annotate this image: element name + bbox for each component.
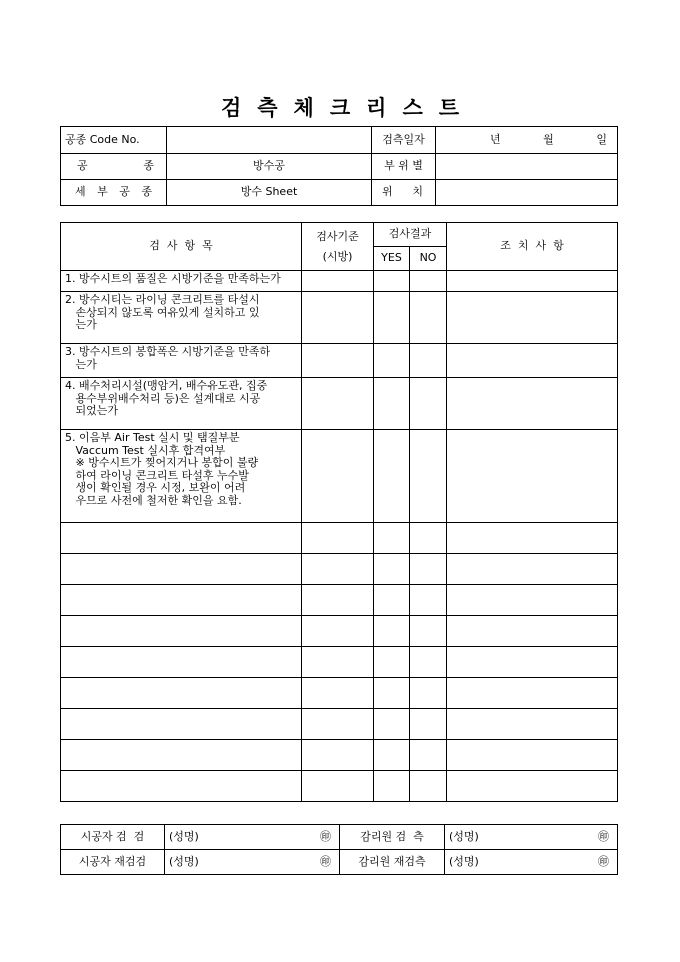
position-value[interactable] xyxy=(436,180,618,206)
check-action-cell[interactable] xyxy=(447,378,618,430)
location-part-value[interactable] xyxy=(436,154,618,180)
check-standard-cell[interactable] xyxy=(302,271,374,292)
check-standard-cell[interactable] xyxy=(302,616,374,647)
supervisor-check-sign[interactable] xyxy=(445,825,618,850)
empty-item-cell[interactable] xyxy=(61,740,302,771)
name-label: (성명) xyxy=(449,829,479,843)
check-yes-cell[interactable] xyxy=(374,771,410,802)
col-result-header: 검사결과 xyxy=(374,223,447,247)
col-standard-header: 검사기준 (시방) xyxy=(302,223,374,271)
signature-table xyxy=(60,824,618,875)
col-no-header: NO xyxy=(410,247,447,271)
check-action-cell[interactable] xyxy=(447,585,618,616)
check-no-cell[interactable] xyxy=(410,430,447,523)
check-standard-cell[interactable] xyxy=(302,378,374,430)
check-item-text: 1. 방수시트의 품질은 시방기준을 만족하는가 xyxy=(61,271,302,292)
check-item-text: 3. 방수시트의 봉합폭은 시방기준을 만족하 는가 xyxy=(61,344,302,378)
inspect-date-value[interactable] xyxy=(436,127,618,154)
col-item-header: 검 사 항 목 xyxy=(61,223,302,271)
check-standard-cell[interactable] xyxy=(302,554,374,585)
check-no-cell[interactable] xyxy=(410,678,447,709)
check-yes-cell[interactable] xyxy=(374,616,410,647)
title-char: 측 xyxy=(257,95,278,120)
code-label: 공종 Code No. xyxy=(61,127,167,154)
check-standard-cell[interactable] xyxy=(302,647,374,678)
code-value[interactable] xyxy=(167,127,372,154)
check-action-cell[interactable] xyxy=(447,523,618,554)
check-action-cell[interactable] xyxy=(447,678,618,709)
contractor-recheck-label: 시공자 재검검 xyxy=(61,850,165,875)
position-label: 위 치 xyxy=(372,180,436,206)
check-yes-cell[interactable] xyxy=(374,740,410,771)
check-yes-cell[interactable] xyxy=(374,430,410,523)
check-no-cell[interactable] xyxy=(410,292,447,344)
title-char: 트 xyxy=(438,95,460,120)
check-no-cell[interactable] xyxy=(410,709,447,740)
empty-item-cell[interactable] xyxy=(61,709,302,740)
check-no-cell[interactable] xyxy=(410,647,447,678)
location-part-label: 부 위 별 xyxy=(372,154,436,180)
seal-mark: ㊞ xyxy=(598,854,609,868)
check-yes-cell[interactable] xyxy=(374,709,410,740)
check-yes-cell[interactable] xyxy=(374,554,410,585)
title-char: 체 xyxy=(293,95,314,120)
check-no-cell[interactable] xyxy=(410,344,447,378)
empty-item-cell[interactable] xyxy=(61,771,302,802)
inspect-date-label: 검측일자 xyxy=(372,127,436,154)
check-no-cell[interactable] xyxy=(410,523,447,554)
date-year: 년 xyxy=(490,132,501,146)
check-no-cell[interactable] xyxy=(410,585,447,616)
check-standard-cell[interactable] xyxy=(302,585,374,616)
check-action-cell[interactable] xyxy=(447,647,618,678)
work-type-label: 공 종 xyxy=(61,154,167,180)
check-action-cell[interactable] xyxy=(447,292,618,344)
check-action-cell[interactable] xyxy=(447,771,618,802)
empty-item-cell[interactable] xyxy=(61,678,302,709)
contractor-check-sign[interactable] xyxy=(165,825,340,850)
checklist-table xyxy=(60,222,618,802)
date-month: 월 xyxy=(543,132,554,146)
seal-mark: ㊞ xyxy=(320,829,331,843)
empty-item-cell[interactable] xyxy=(61,554,302,585)
check-yes-cell[interactable] xyxy=(374,647,410,678)
check-no-cell[interactable] xyxy=(410,740,447,771)
header-table xyxy=(60,126,618,206)
check-no-cell[interactable] xyxy=(410,271,447,292)
check-yes-cell[interactable] xyxy=(374,378,410,430)
check-standard-cell[interactable] xyxy=(302,430,374,523)
page-title xyxy=(0,92,680,122)
empty-item-cell[interactable] xyxy=(61,647,302,678)
check-standard-cell[interactable] xyxy=(302,344,374,378)
check-no-cell[interactable] xyxy=(410,378,447,430)
name-label: (성명) xyxy=(449,854,479,868)
work-type-value[interactable]: 방수공 xyxy=(167,154,372,180)
check-action-cell[interactable] xyxy=(447,554,618,585)
seal-mark: ㊞ xyxy=(598,829,609,843)
seal-mark: ㊞ xyxy=(320,854,331,868)
check-standard-cell[interactable] xyxy=(302,292,374,344)
check-action-cell[interactable] xyxy=(447,616,618,647)
check-item-text: 4. 배수처리시설(맹암거, 배수유도관, 집중 용수부위배수처리 등)은 설계대로 시공 되었는가 xyxy=(61,378,302,430)
title-char: 스 xyxy=(402,95,423,120)
empty-item-cell[interactable] xyxy=(61,616,302,647)
check-yes-cell[interactable] xyxy=(374,585,410,616)
check-yes-cell[interactable] xyxy=(374,271,410,292)
check-yes-cell[interactable] xyxy=(374,344,410,378)
check-item-text: 2. 방수시티는 라이닝 콘크리트를 타설시 손상되지 않도록 여유있게 설치하고 있 는가 xyxy=(61,292,302,344)
supervisor-recheck-sign[interactable] xyxy=(445,850,618,875)
check-no-cell[interactable] xyxy=(410,616,447,647)
check-action-cell[interactable] xyxy=(447,344,618,378)
check-item-text: 5. 이음부 Air Test 실시 및 탬질부분 Vaccum Test 실시후 합격여부 ※ 방수시트가 찢어지거나 봉합이 불량 하여 라이닝 콘크리트 타설후 누수발 생이 확인될 경우 시정, 보완이 어려 우므로 사전에 철저한 확인을 요함. xyxy=(61,430,302,523)
check-standard-cell[interactable] xyxy=(302,771,374,802)
empty-item-cell[interactable] xyxy=(61,523,302,554)
date-day: 일 xyxy=(596,132,607,146)
check-no-cell[interactable] xyxy=(410,554,447,585)
name-label: (성명) xyxy=(169,854,199,868)
check-yes-cell[interactable] xyxy=(374,523,410,554)
name-label: (성명) xyxy=(169,829,199,843)
title-char: 검 xyxy=(220,95,242,120)
detail-value[interactable]: 방수 Sheet xyxy=(167,180,372,206)
empty-item-cell[interactable] xyxy=(61,585,302,616)
check-action-cell[interactable] xyxy=(447,709,618,740)
title-char: 리 xyxy=(366,95,387,120)
check-action-cell[interactable] xyxy=(447,271,618,292)
check-standard-cell[interactable] xyxy=(302,678,374,709)
check-yes-cell[interactable] xyxy=(374,678,410,709)
col-action-header: 조 치 사 항 xyxy=(447,223,618,271)
check-standard-cell[interactable] xyxy=(302,709,374,740)
supervisor-recheck-label: 감리원 재검측 xyxy=(340,850,445,875)
col-yes-header: YES xyxy=(374,247,410,271)
title-char: 크 xyxy=(329,95,351,120)
contractor-check-label: 시공자 검 검 xyxy=(61,825,165,850)
check-standard-cell[interactable] xyxy=(302,523,374,554)
check-standard-cell[interactable] xyxy=(302,740,374,771)
check-action-cell[interactable] xyxy=(447,430,618,523)
check-yes-cell[interactable] xyxy=(374,292,410,344)
check-action-cell[interactable] xyxy=(447,740,618,771)
check-no-cell[interactable] xyxy=(410,771,447,802)
detail-label: 세 부 공 종 xyxy=(61,180,167,206)
contractor-recheck-sign[interactable] xyxy=(165,850,340,875)
supervisor-check-label: 감리원 검 측 xyxy=(340,825,445,850)
